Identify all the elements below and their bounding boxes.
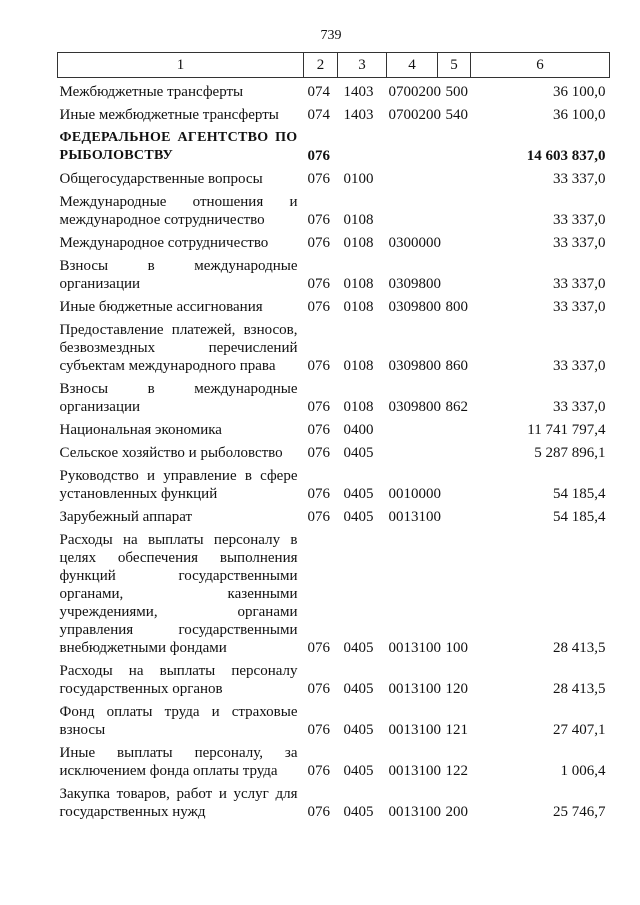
row-name: Международные отношения и международное сотрудничество: [59, 194, 298, 228]
row-target-code: 0013100: [388, 763, 441, 779]
table-row: [58, 657, 610, 698]
budget-table: [57, 52, 610, 821]
row-ministry-code: 076: [307, 763, 330, 779]
row-section-code: 1403: [343, 84, 374, 100]
row-name: Фонд оплаты труда и страховые взносы: [59, 704, 298, 738]
row-expense-type: 200: [445, 804, 468, 820]
row-target-code: 0013100: [388, 640, 441, 656]
row-section-code: 0100: [343, 171, 374, 187]
table-row: [58, 375, 610, 416]
row-name: Взносы в международные организации: [59, 258, 298, 292]
row-section-code: 0405: [343, 763, 374, 779]
row-expense-type: [438, 252, 471, 293]
row-ministry-code: 076: [307, 804, 330, 820]
row-section-code: 0108: [343, 276, 374, 292]
row-target-code: 0309800: [388, 276, 441, 292]
row-expense-type: [438, 165, 471, 188]
row-target-code: [387, 165, 438, 188]
row-name: ФЕДЕРАЛЬНОЕ АГЕНТСТВО ПО РЫБОЛОВСТВУ: [59, 130, 298, 163]
row-section-code: 0405: [343, 804, 374, 820]
row-name: Предоставление платежей, взносов, безвозмездных перечислений субъектам международного права: [59, 322, 298, 374]
row-target-code: 0010000: [388, 486, 441, 502]
row-ministry-code: 076: [307, 445, 330, 461]
table-row: [58, 124, 610, 165]
row-amount: 27 407,1: [553, 722, 606, 738]
row-expense-type: [438, 188, 471, 229]
row-target-code: 0700200: [388, 107, 441, 123]
table-row: [58, 416, 610, 439]
table-row: [58, 526, 610, 657]
row-ministry-code: 076: [307, 422, 330, 438]
row-expense-type: [438, 124, 471, 165]
row-section-code: 0108: [343, 212, 374, 228]
row-name: Взносы в международные организации: [59, 381, 298, 415]
row-expense-type: [438, 503, 471, 526]
table-row: [58, 293, 610, 316]
row-expense-type: [438, 462, 471, 503]
row-section-code: 0400: [343, 422, 374, 438]
table-row: [58, 780, 610, 821]
row-target-code: 0013100: [388, 681, 441, 697]
row-amount: 28 413,5: [553, 681, 606, 697]
row-section-code: 0405: [343, 681, 374, 697]
row-ministry-code: 076: [307, 640, 330, 656]
row-target-code: [387, 124, 438, 165]
row-amount: 28 413,5: [553, 640, 606, 656]
row-amount: 1 006,4: [560, 763, 606, 779]
row-amount: 33 337,0: [553, 399, 606, 415]
column-header: 5: [438, 53, 471, 78]
row-name: Межбюджетные трансферты: [59, 84, 244, 100]
row-target-code: [387, 416, 438, 439]
row-expense-type: 122: [445, 763, 468, 779]
row-amount: 33 337,0: [553, 212, 606, 228]
row-amount: 33 337,0: [553, 171, 606, 187]
column-header: 3: [338, 53, 387, 78]
table-row: [58, 229, 610, 252]
row-target-code: 0013100: [388, 509, 441, 525]
table-row: [58, 188, 610, 229]
row-target-code: 0300000: [388, 235, 441, 251]
row-amount: 11 741 797,4: [527, 422, 606, 438]
row-section-code: [338, 124, 387, 165]
column-header: 6: [471, 53, 610, 78]
row-name: Расходы на выплаты персоналу в целях обеспечения выполнения функций государственными органами, казенными учреждениями, органами управления государственными внебюджетными фондами: [59, 532, 298, 656]
table-row: [58, 101, 610, 124]
row-ministry-code: 076: [307, 722, 330, 738]
row-target-code: [387, 439, 438, 462]
row-ministry-code: 076: [307, 399, 330, 415]
row-target-code: 0309800: [388, 299, 441, 315]
table-header-row: [58, 53, 610, 78]
row-amount: 36 100,0: [553, 107, 606, 123]
row-ministry-code: 076: [307, 681, 330, 697]
row-target-code: 0013100: [388, 722, 441, 738]
table-row: [58, 165, 610, 188]
row-expense-type: 120: [445, 681, 468, 697]
row-name: Руководство и управление в сфере установленных функций: [59, 468, 298, 502]
table-row: [58, 503, 610, 526]
row-ministry-code: 076: [307, 212, 330, 228]
row-target-code: 0309800: [388, 358, 441, 374]
row-name: Зарубежный аппарат: [59, 509, 193, 525]
table-row: [58, 439, 610, 462]
table-row: [58, 462, 610, 503]
table-row: [58, 698, 610, 739]
row-section-code: 0108: [343, 399, 374, 415]
row-amount: 33 337,0: [553, 276, 606, 292]
row-ministry-code: 076: [307, 486, 330, 502]
row-expense-type: 540: [445, 107, 468, 123]
row-amount: 25 746,7: [553, 804, 606, 820]
row-section-code: 0108: [343, 235, 374, 251]
row-ministry-code: 074: [307, 107, 330, 123]
row-target-code: [387, 188, 438, 229]
row-ministry-code: 076: [307, 276, 330, 292]
table-row: [58, 316, 610, 375]
row-section-code: 0405: [343, 722, 374, 738]
row-amount: 54 185,4: [553, 486, 606, 502]
row-amount: 33 337,0: [553, 235, 606, 251]
row-ministry-code: 076: [307, 299, 330, 315]
row-section-code: 0405: [343, 640, 374, 656]
row-target-code: 0013100: [388, 804, 441, 820]
table-row: [58, 78, 610, 102]
row-ministry-code: 076: [307, 171, 330, 187]
row-name: Иные бюджетные ассигнования: [59, 299, 263, 315]
row-section-code: 1403: [343, 107, 374, 123]
row-ministry-code: 076: [307, 148, 330, 164]
row-ministry-code: 076: [307, 358, 330, 374]
row-target-code: 0700200: [388, 84, 441, 100]
row-expense-type: [438, 229, 471, 252]
row-name: Общегосударственные вопросы: [59, 171, 263, 187]
row-expense-type: [438, 416, 471, 439]
row-ministry-code: 074: [307, 84, 330, 100]
row-expense-type: 121: [445, 722, 468, 738]
row-amount: 36 100,0: [553, 84, 606, 100]
row-name: Сельское хозяйство и рыболовство: [59, 445, 283, 461]
row-target-code: 0309800: [388, 399, 441, 415]
row-amount: 33 337,0: [553, 358, 606, 374]
row-section-code: 0405: [343, 445, 374, 461]
row-name: Закупка товаров, работ и услуг для государственных нужд: [59, 786, 298, 820]
row-ministry-code: 076: [307, 235, 330, 251]
column-header: 2: [304, 53, 338, 78]
row-expense-type: 500: [445, 84, 468, 100]
column-header: 4: [387, 53, 438, 78]
row-expense-type: 862: [445, 399, 468, 415]
column-header: 1: [58, 53, 304, 78]
row-amount: 33 337,0: [553, 299, 606, 315]
row-ministry-code: 076: [307, 509, 330, 525]
row-name: Расходы на выплаты персоналу государственных органов: [59, 663, 298, 697]
page-number: 739: [320, 28, 342, 43]
row-expense-type: 860: [445, 358, 468, 374]
row-amount: 5 287 896,1: [534, 445, 606, 461]
row-section-code: 0108: [343, 358, 374, 374]
row-expense-type: [438, 439, 471, 462]
row-section-code: 0405: [343, 486, 374, 502]
row-expense-type: 100: [445, 640, 468, 656]
row-expense-type: 800: [445, 299, 468, 315]
row-section-code: 0405: [343, 509, 374, 525]
row-section-code: 0108: [343, 299, 374, 315]
row-amount: 54 185,4: [553, 509, 606, 525]
row-amount: 14 603 837,0: [526, 148, 606, 164]
row-name: Национальная экономика: [59, 422, 222, 438]
table-row: [58, 252, 610, 293]
table-row: [58, 739, 610, 780]
row-name: Иные выплаты персоналу, за исключением фонда оплаты труда: [59, 745, 298, 779]
row-name: Иные межбюджетные трансферты: [59, 107, 279, 123]
row-name: Международное сотрудничество: [59, 235, 269, 251]
